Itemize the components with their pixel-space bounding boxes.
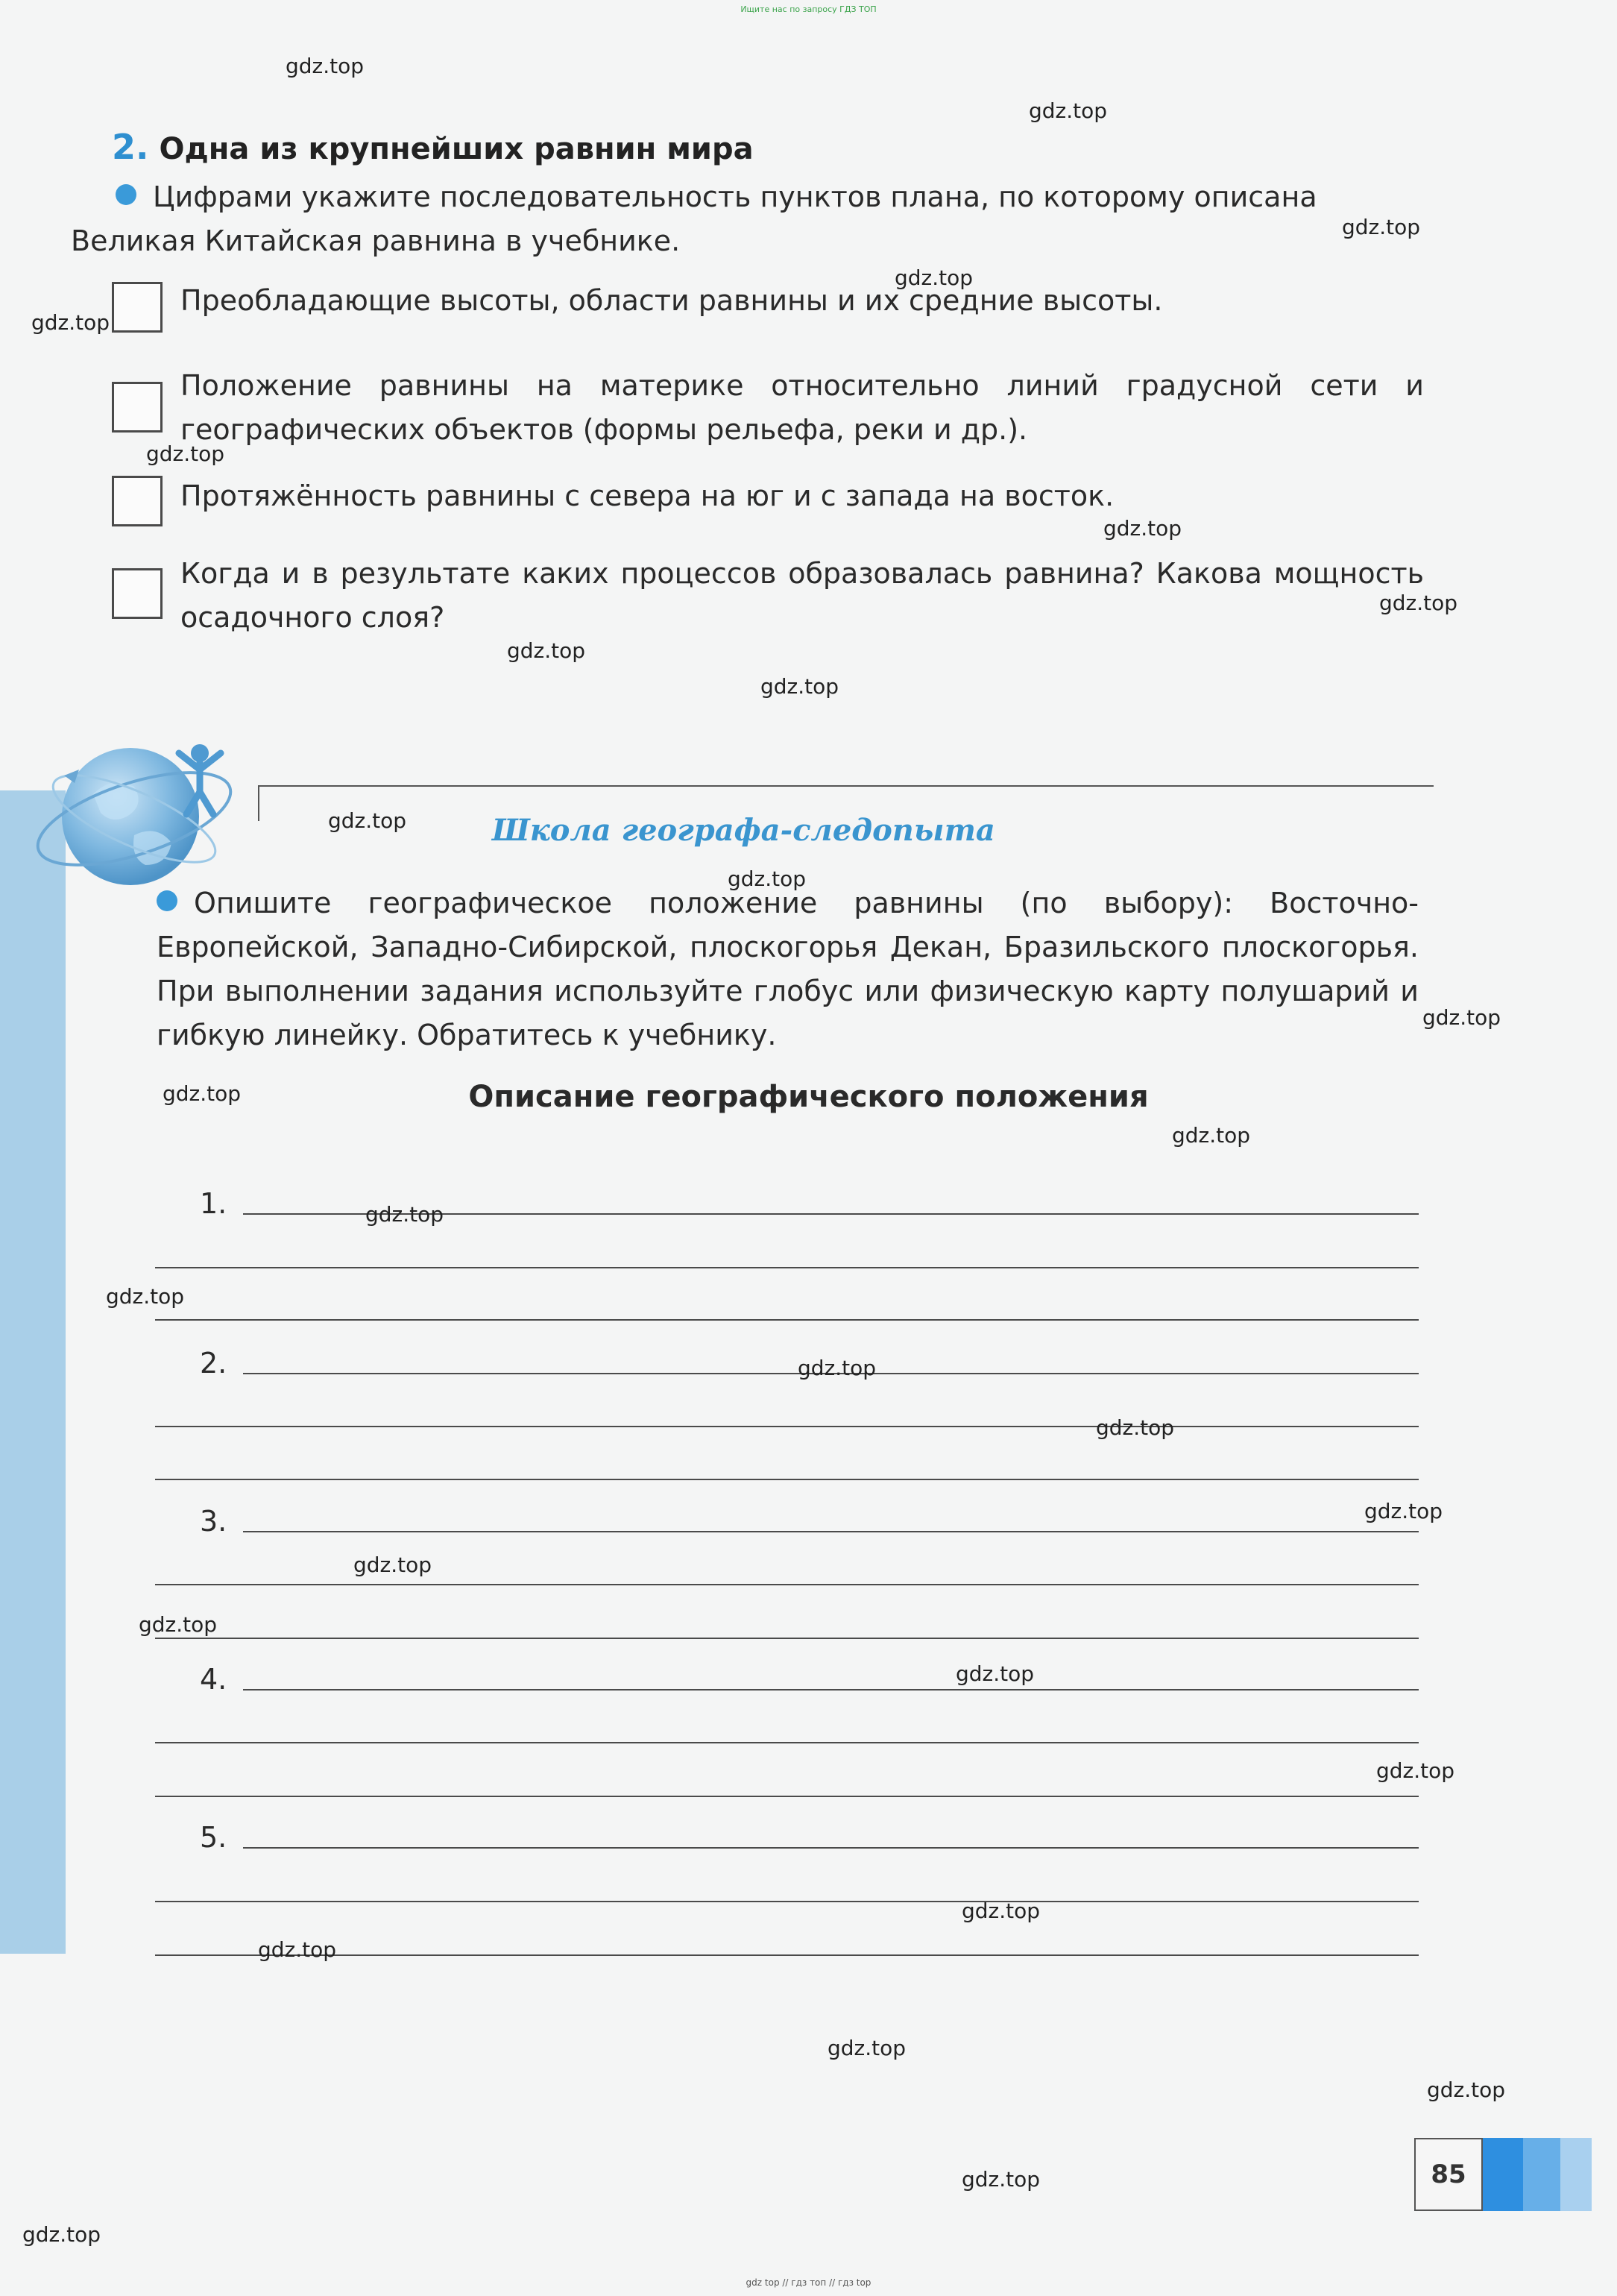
page-number: 85: [1414, 2138, 1483, 2211]
school-header-tick: [258, 785, 259, 821]
order-box-3[interactable]: [112, 476, 163, 526]
school-header-line: [259, 785, 1434, 787]
order-box-1[interactable]: [112, 282, 163, 333]
answer-line[interactable]: [155, 1638, 1419, 1639]
watermark: gdz.top: [1103, 516, 1182, 541]
watermark: gdz.top: [286, 54, 365, 78]
watermark: gdz.top: [1364, 1499, 1443, 1523]
answer-line[interactable]: [243, 1847, 1419, 1849]
bullet-icon: [157, 890, 177, 911]
page-color-bar: [1483, 2138, 1523, 2211]
plan-option-3: [112, 474, 1424, 534]
page-number-box: [1414, 2138, 1592, 2211]
plan-option-4: [112, 552, 1424, 644]
watermark: gdz.top: [798, 1356, 877, 1380]
plan-option-text: Когда и в результате каких процессов образовалась равнина? Какова мощность осадочного слоя?: [180, 557, 1424, 634]
watermark: gdz.top: [956, 1661, 1035, 1686]
bullet-icon: [116, 184, 136, 205]
answer-line[interactable]: [155, 1479, 1419, 1480]
answer-line[interactable]: [155, 1267, 1419, 1268]
item-number: 4.: [200, 1663, 227, 1696]
watermark: gdz.top: [962, 2167, 1041, 2192]
answer-line[interactable]: [155, 1426, 1419, 1427]
watermark: gdz.top: [22, 2222, 101, 2247]
watermark: gdz.top: [146, 441, 225, 466]
watermark: gdz.top: [1342, 215, 1421, 239]
watermark: gdz.top: [365, 1202, 444, 1227]
watermark: gdz.top: [728, 866, 807, 891]
watermark: gdz.top: [328, 808, 407, 833]
page-color-bar: [1523, 2138, 1560, 2211]
left-decorative-stripe: [0, 790, 66, 1954]
answer-line[interactable]: [243, 1531, 1419, 1532]
watermark: gdz.top: [1376, 1758, 1455, 1783]
bottom-note: gdz top // гдз топ // гдз top: [746, 2277, 871, 2288]
watermark: gdz.top: [507, 638, 586, 663]
watermark: gdz.top: [828, 2036, 907, 2060]
watermark: gdz.top: [163, 1081, 242, 1106]
school-task-text: Опишите географическое положение равнины (по выбору): Восточно-Европейской, Западно-Сибирской, плоскогорья Декан, Бразильского плоскогорья. При выполнении задания используйте глобус или физическую карту полушарий и гибкую линейку. Обратитесь к учебнику.: [157, 887, 1419, 1051]
item-number: 3.: [200, 1505, 227, 1538]
instruction-paragraph: [71, 175, 1419, 263]
plan-option-text: Преобладающие высоты, области равнины и их средние высоты.: [180, 284, 1163, 317]
plan-option-1: [112, 279, 1424, 339]
watermark: gdz.top: [1096, 1415, 1175, 1440]
item-number: 2.: [200, 1347, 227, 1380]
answer-line[interactable]: [155, 1319, 1419, 1321]
watermark: gdz.top: [1427, 2078, 1506, 2102]
watermark: gdz.top: [895, 265, 974, 290]
watermark: gdz.top: [1029, 98, 1108, 123]
item-number: 1.: [200, 1187, 227, 1220]
order-box-4[interactable]: [112, 568, 163, 619]
section-number: 2.: [112, 127, 149, 167]
school-task-paragraph: [157, 881, 1419, 1057]
answer-line[interactable]: [155, 1796, 1419, 1797]
plan-option-text: Положение равнины на материке относительно линий градусной сети и географических объектов (формы рельефа, реки и др.).: [180, 369, 1424, 446]
top-note: Ищите нас по запросу ГДЗ ТОП: [740, 4, 877, 14]
watermark: gdz.top: [139, 1612, 218, 1637]
page-color-bar: [1560, 2138, 1592, 2211]
description-title: Описание географического положения: [468, 1080, 1149, 1114]
watermark: gdz.top: [760, 674, 839, 699]
school-title: Школа географа-следопыта: [492, 813, 995, 848]
answer-line[interactable]: [155, 1901, 1419, 1902]
watermark: gdz.top: [1172, 1123, 1251, 1148]
item-number: 5.: [200, 1821, 227, 1854]
watermark: gdz.top: [1379, 591, 1458, 615]
watermark: gdz.top: [1422, 1005, 1501, 1030]
watermark: gdz.top: [31, 310, 110, 335]
section-title: [112, 127, 754, 167]
plan-option-2: [112, 364, 1424, 456]
section-title-text: Одна из крупнейших равнин мира: [159, 132, 754, 166]
answer-line[interactable]: [155, 1742, 1419, 1743]
answer-line[interactable]: [155, 1954, 1419, 1956]
answer-line[interactable]: [155, 1584, 1419, 1585]
order-box-2[interactable]: [112, 382, 163, 433]
watermark: gdz.top: [106, 1284, 185, 1309]
answer-line[interactable]: [243, 1689, 1419, 1690]
watermark: gdz.top: [353, 1553, 432, 1577]
watermark: gdz.top: [962, 1899, 1041, 1923]
plan-option-text: Протяжённость равнины с севера на юг и с запада на восток.: [180, 479, 1115, 512]
watermark: gdz.top: [258, 1937, 337, 1962]
instruction-text: Цифрами укажите последовательность пунктов плана, по которому описана Великая Китайская равнина в учебнике.: [71, 180, 1317, 257]
